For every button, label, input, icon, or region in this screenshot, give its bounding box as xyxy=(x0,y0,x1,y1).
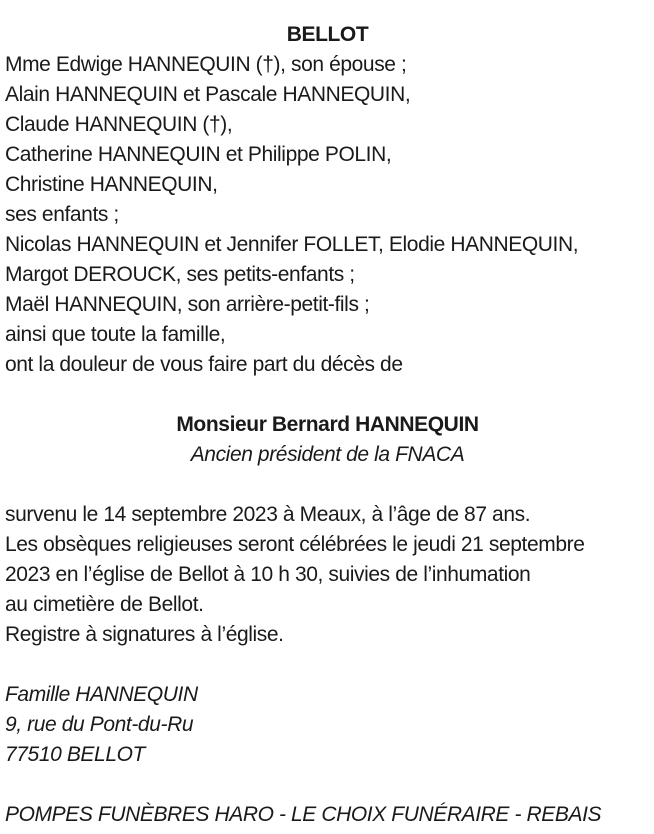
family-line: Margot DEROUCK, ses petits-enfants ; xyxy=(5,263,355,286)
spacer xyxy=(5,380,650,410)
address-line: Famille HANNEQUIN xyxy=(5,683,198,706)
spacer xyxy=(5,470,650,500)
family-address xyxy=(5,680,650,770)
family-line: Nicolas HANNEQUIN et Jennifer FOLLET, Elodie HANNEQUIN, xyxy=(5,233,579,256)
family-line: ses enfants ; xyxy=(5,203,119,226)
family-line: Christine HANNEQUIN, xyxy=(5,173,218,196)
family-line: Catherine HANNEQUIN et Philippe POLIN, xyxy=(5,143,392,166)
family-line: Maël HANNEQUIN, son arrière-petit-fils ; xyxy=(5,293,370,316)
family-line: Claude HANNEQUIN (†), xyxy=(5,113,233,136)
funeral-home: POMPES FUNÈBRES HARO - LE CHOIX FUNÉRAIRE - REBAIS xyxy=(5,803,602,826)
details-line: survenu le 14 septembre 2023 à Meaux, à l’âge de 87 ans. xyxy=(5,503,531,526)
family-line: Alain HANNEQUIN et Pascale HANNEQUIN, xyxy=(5,83,411,106)
deceased-title: Ancien président de la FNACA xyxy=(190,443,465,466)
deceased-name: Monsieur Bernard HANNEQUIN xyxy=(176,413,479,436)
family-line: ainsi que toute la famille, xyxy=(5,323,226,346)
details-line: 2023 en l’église de Bellot à 10 h 30, suivies de l’inhumation xyxy=(5,563,531,586)
spacer xyxy=(5,770,650,800)
ceremony-details xyxy=(5,500,650,650)
details-line: au cimetière de Bellot. xyxy=(5,593,204,616)
obituary-notice xyxy=(5,20,650,830)
address-line: 77510 BELLOT xyxy=(5,743,145,766)
notice-heading: BELLOT xyxy=(286,23,369,46)
details-line: Les obsèques religieuses seront célébrées le jeudi 21 septembre xyxy=(5,533,585,556)
address-line: 9, rue du Pont-du-Ru xyxy=(5,713,194,736)
spacer xyxy=(5,650,650,680)
family-line: ont la douleur de vous faire part du décès de xyxy=(5,353,403,376)
details-line: Registre à signatures à l’église. xyxy=(5,623,284,646)
family-line: Mme Edwige HANNEQUIN (†), son épouse ; xyxy=(5,53,407,76)
family-list xyxy=(5,50,650,380)
